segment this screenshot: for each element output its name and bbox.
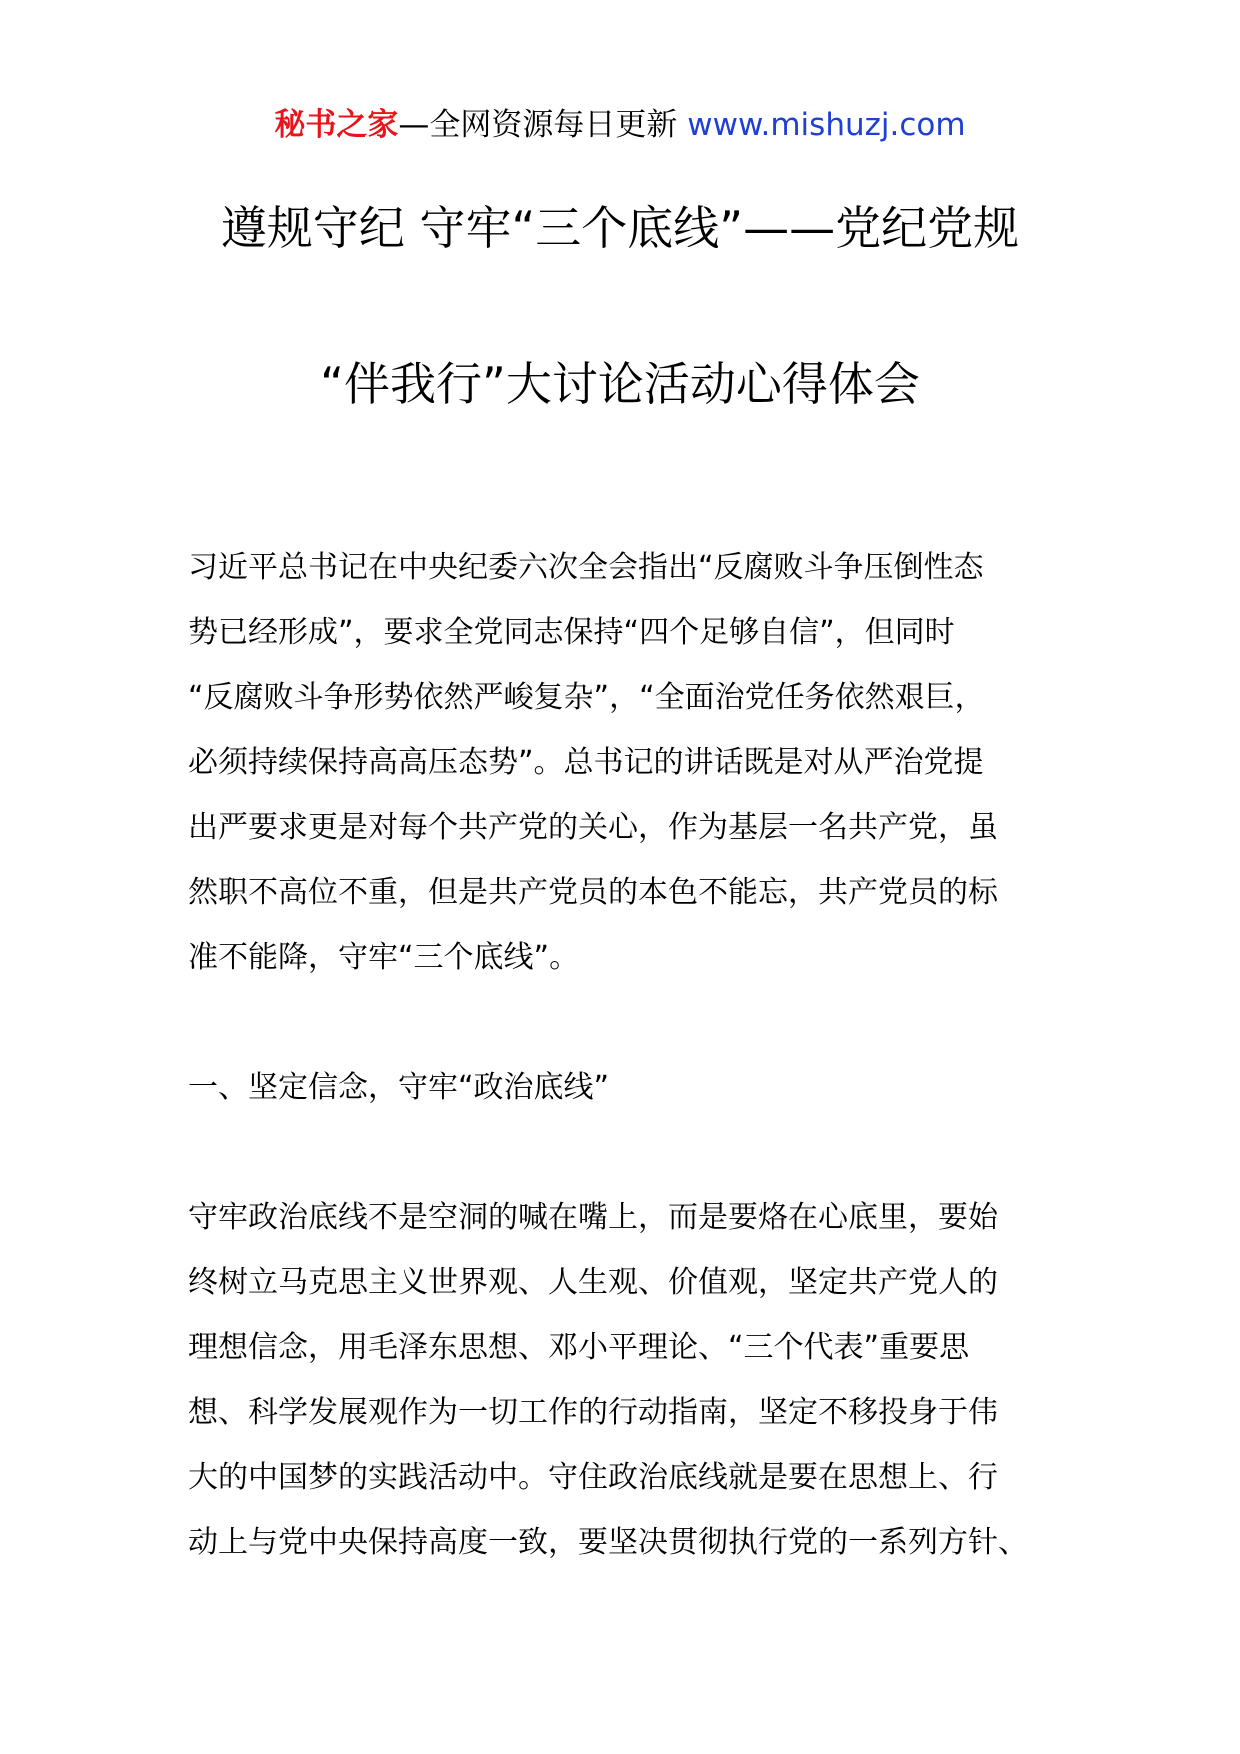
paragraph-line: “反腐败斗争形势依然严峻复杂”，“全面治党任务依然艰巨， (188, 680, 985, 715)
paragraph-line: 必须持续保持高高压态势”。总书记的讲话既是对从严治党提 (188, 745, 984, 780)
paragraph-line: 准不能降，守牢“三个底线”。 (188, 940, 580, 975)
paragraph-line: 动上与党中央保持高度一致，要坚决贯彻执行党的一系列方针、 (188, 1525, 1028, 1560)
paragraph-line: 出严要求更是对每个共产党的关心，作为基层一名共产党，虽 (188, 810, 998, 845)
paragraph-political-bottom-line (188, 1185, 1088, 1575)
section-heading-political-bottom-line: 一、坚定信念，守牢“政治底线” (188, 1070, 610, 1105)
paragraph-line: 守牢政治底线不是空洞的喊在嘴上，而是要烙在心底里，要始 (188, 1200, 998, 1235)
site-url-link[interactable]: www.mishuzj.com (687, 107, 966, 143)
document-title-line-2: “伴我行”大讨论活动心得体会 (320, 357, 920, 411)
spacer (188, 990, 1088, 1055)
paragraph-line: 理想信念，用毛泽东思想、邓小平理论、“三个代表”重要思 (188, 1330, 970, 1365)
brand-name: 秘书之家 (274, 107, 399, 143)
header-tagline: —全网资源每日更新 (398, 107, 678, 143)
site-header (0, 100, 1240, 150)
paragraph-intro (188, 535, 1088, 990)
spacer (188, 1120, 1088, 1185)
document-title-line-1: 遵规守纪 守牢“三个底线”——党纪党规 (220, 201, 1020, 255)
paragraph-line: 习近平总书记在中央纪委六次全会指出“反腐败斗争压倒性态 (188, 550, 984, 585)
paragraph-line: 然职不高位不重，但是共产党员的本色不能忘，共产党员的标 (188, 875, 998, 910)
paragraph-line: 终树立马克思主义世界观、人生观、价值观，坚定共产党人的 (188, 1265, 998, 1300)
document-body (188, 535, 1088, 1575)
paragraph-line: 大的中国梦的实践活动中。守住政治底线就是要在思想上、行 (188, 1460, 998, 1495)
paragraph-line: 势已经形成”，要求全党同志保持“四个足够自信”，但同时 (188, 615, 955, 650)
paragraph-line: 想、科学发展观作为一切工作的行动指南，坚定不移投身于伟 (188, 1395, 998, 1430)
